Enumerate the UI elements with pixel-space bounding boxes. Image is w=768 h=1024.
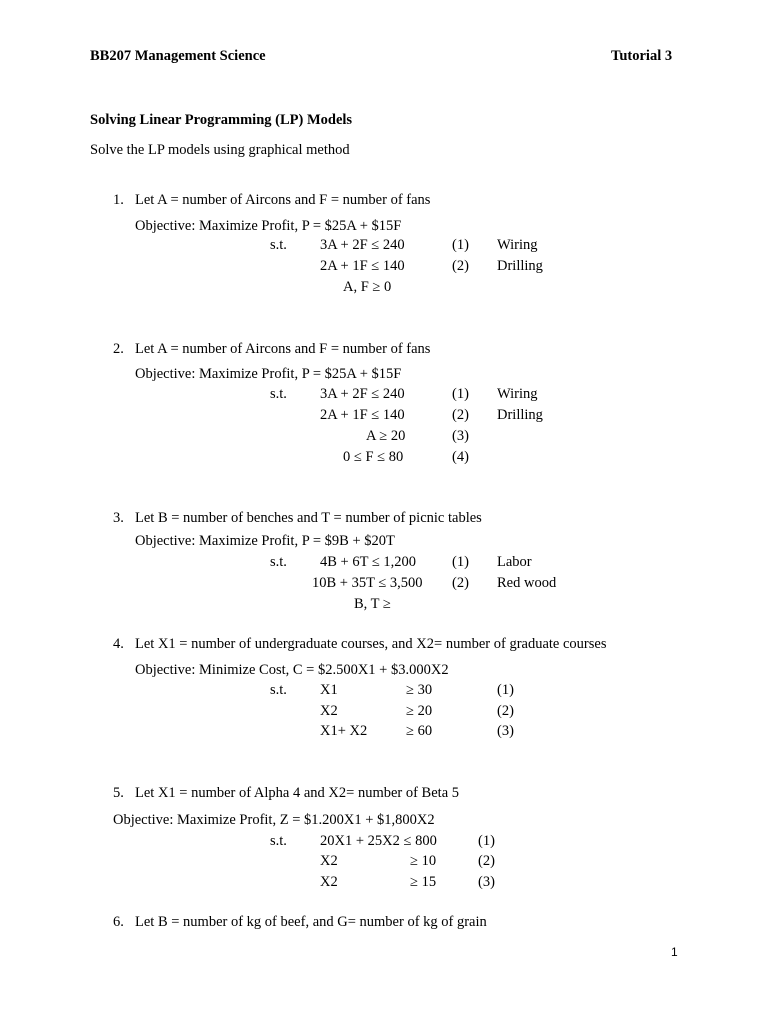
constraint-rel: ≥ 15 xyxy=(410,874,437,890)
constraint-label: Drilling xyxy=(497,258,543,274)
constraint-expr: 0 ≤ F ≤ 80 xyxy=(343,449,404,465)
constraint-tag: (2) xyxy=(452,575,469,591)
constraint-expr: 3A + 2F ≤ 240 xyxy=(320,386,405,402)
constraint-expr: 4B + 6T ≤ 1,200 xyxy=(320,554,417,570)
constraint-expr: 2A + 1F ≤ 140 xyxy=(320,407,405,423)
constraint-tag: (1) xyxy=(497,682,514,698)
constraint-tag: (3) xyxy=(452,428,469,444)
constraint-tag: (2) xyxy=(497,703,514,719)
page-number: 1 xyxy=(671,945,678,959)
constraint-tag: (2) xyxy=(478,853,495,869)
header-course: BB207 Management Science xyxy=(90,48,266,64)
constraint-expr: 3A + 2F ≤ 240 xyxy=(320,237,405,253)
constraint-var: X1+ X2 xyxy=(320,723,368,739)
constraint-label: Wiring xyxy=(497,386,538,402)
constraint-var: 20X1 + 25X2 ≤ 800 xyxy=(320,833,437,849)
problem-let: Let B = number of kg of beef, and G= number of kg of grain xyxy=(135,914,487,930)
constraint-expr: 10B + 35T ≤ 3,500 xyxy=(312,575,423,591)
constraint-rel: ≥ 20 xyxy=(406,703,433,719)
constraint-tag: (1) xyxy=(478,833,495,849)
constraint-label: Red wood xyxy=(497,575,557,591)
constraint-expr: B, T ≥ xyxy=(354,596,391,612)
constraint-label: Wiring xyxy=(497,237,538,253)
problem-number: 1. xyxy=(113,192,124,208)
subject-to-label: s.t. xyxy=(270,682,287,698)
problem-objective: Objective: Maximize Profit, P = $25A + $15F xyxy=(135,218,402,234)
problem-let: Let A = number of Aircons and F = number of fans xyxy=(135,192,431,208)
constraint-expr: 2A + 1F ≤ 140 xyxy=(320,258,405,274)
problem-number: 3. xyxy=(113,510,124,526)
problem-let: Let X1 = number of undergraduate courses, and X2= number of graduate courses xyxy=(135,636,607,652)
subject-to-label: s.t. xyxy=(270,833,287,849)
constraint-var: X1 xyxy=(320,682,338,698)
problem-objective: Objective: Maximize Profit, P = $25A + $15F xyxy=(135,366,402,382)
page-title: Solving Linear Programming (LP) Models xyxy=(90,112,353,128)
intro-text: Solve the LP models using graphical method xyxy=(90,142,350,158)
problem-number: 2. xyxy=(113,341,124,357)
constraint-var: X2 xyxy=(320,853,338,869)
problem-let: Let B = number of benches and T = number of picnic tables xyxy=(135,510,482,526)
constraint-tag: (1) xyxy=(452,237,469,253)
problem-objective: Objective: Maximize Profit, Z = $1.200X1 + $1,800X2 xyxy=(113,812,435,828)
problem-let: Let A = number of Aircons and F = number of fans xyxy=(135,341,431,357)
subject-to-label: s.t. xyxy=(270,237,287,253)
constraint-var: X2 xyxy=(320,703,338,719)
problem-number: 6. xyxy=(113,914,124,930)
constraint-expr: A, F ≥ 0 xyxy=(343,279,392,295)
problem-number: 4. xyxy=(113,636,124,652)
constraint-tag: (2) xyxy=(452,407,469,423)
problem-objective: Objective: Maximize Profit, P = $9B + $20T xyxy=(135,533,395,549)
subject-to-label: s.t. xyxy=(270,386,287,402)
constraint-tag: (3) xyxy=(478,874,495,890)
constraint-label: Labor xyxy=(497,554,532,570)
constraint-tag: (2) xyxy=(452,258,469,274)
subject-to-label: s.t. xyxy=(270,554,287,570)
constraint-tag: (1) xyxy=(452,386,469,402)
header-tutorial: Tutorial 3 xyxy=(611,48,673,64)
constraint-rel: ≥ 30 xyxy=(406,682,433,698)
constraint-rel: ≥ 10 xyxy=(410,853,437,869)
constraint-label: Drilling xyxy=(497,407,543,423)
problem-let: Let X1 = number of Alpha 4 and X2= number of Beta 5 xyxy=(135,785,460,801)
problem-number: 5. xyxy=(113,785,124,801)
constraint-tag: (3) xyxy=(497,723,514,739)
constraint-tag: (4) xyxy=(452,449,469,465)
constraint-var: X2 xyxy=(320,874,338,890)
constraint-expr: A ≥ 20 xyxy=(366,428,406,444)
problem-objective: Objective: Minimize Cost, C = $2.500X1 + $3.000X2 xyxy=(135,662,449,678)
constraint-tag: (1) xyxy=(452,554,469,570)
constraint-rel: ≥ 60 xyxy=(406,723,433,739)
